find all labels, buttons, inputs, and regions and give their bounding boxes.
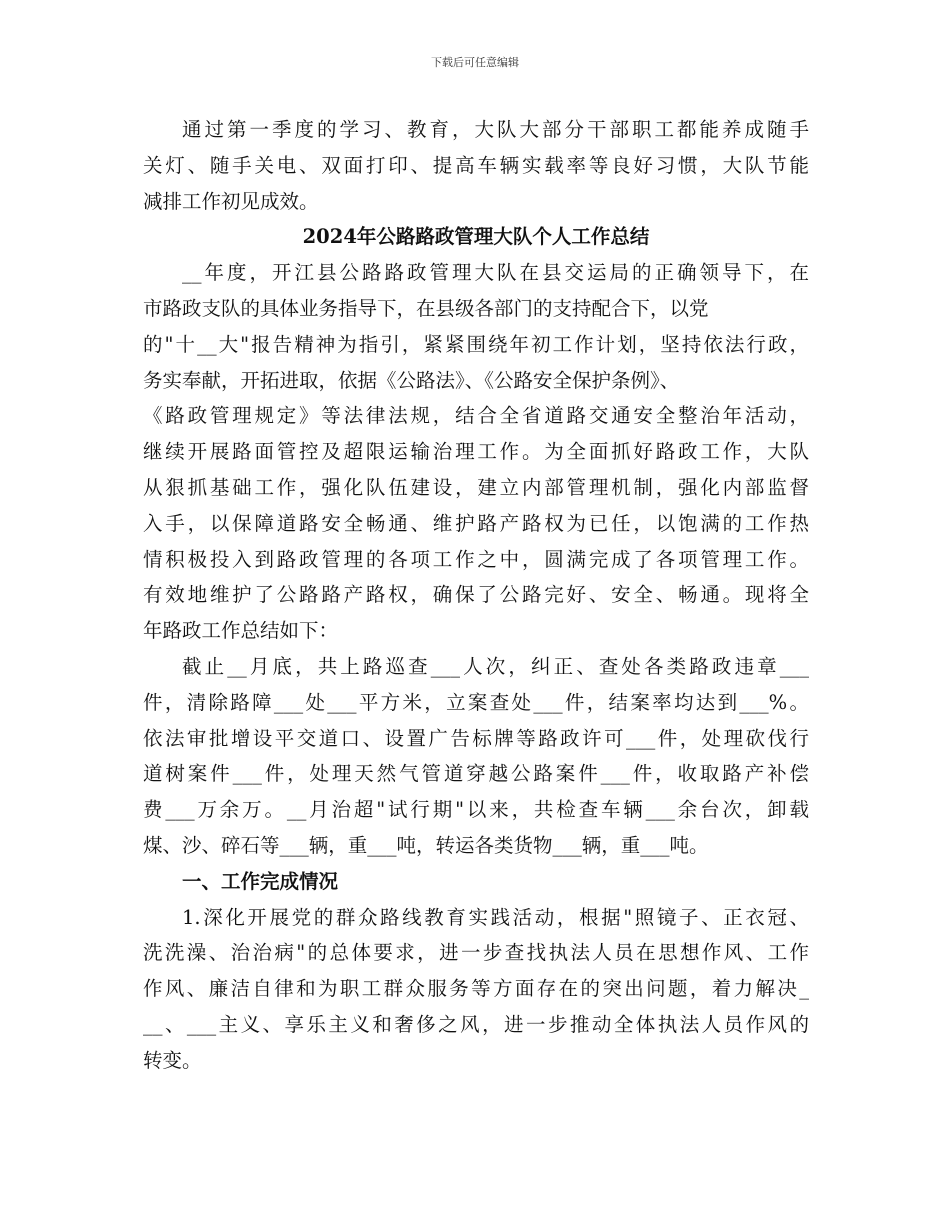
- paragraph-line: 洗洗澡、治治病"的总体要求，进一步查找执法人员在思想作风、工作: [143, 941, 809, 965]
- paragraph-line: 关灯、随手关电、双面打印、提高车辆实载率等良好习惯，大队节能: [143, 153, 809, 177]
- paragraph-line: 通过第一季度的学习、教育，大队大部分干部职工都能养成随手: [182, 118, 809, 141]
- paragraph-line: 作风、廉洁自律和为职工群众服务等方面存在的突出问题，着力解决_: [143, 977, 809, 1001]
- document-title: 2024年公路路政管理大队个人工作总结: [302, 225, 650, 249]
- paragraph-line: 市路政支队的具体业务指导下，在县级各部门的支持配合下，以党: [143, 296, 709, 320]
- paragraph-line: 减排工作初见成效。: [143, 189, 319, 213]
- paragraph-line: 年路政工作总结如下：: [143, 619, 339, 643]
- paragraph-line: 《路政管理规定》等法律法规，结合全省道路交通安全整治年活动，: [143, 404, 809, 428]
- paragraph-line: 依法审批增设平交道口、设置广告标牌等路政许可___件，处理砍伐行: [143, 726, 809, 750]
- paragraph-line: 道树案件___件，处理天然气管道穿越公路案件___件，收取路产补偿: [143, 762, 809, 786]
- paragraph-line: 情积极投入到路政管理的各项工作之中，圆满完成了各项管理工作。: [143, 547, 809, 571]
- paragraph-line: 入手，以保障道路安全畅通、维护路产路权为已任，以饱满的工作热: [143, 511, 809, 535]
- paragraph-line: 截止__月底，共上路巡查___人次，纠正、查处各类路政违章___: [182, 654, 809, 678]
- paragraph-line: __年度，开江县公路路政管理大队在县交运局的正确领导下，在: [182, 261, 809, 285]
- paragraph-line: 转变。: [143, 1048, 202, 1072]
- paragraph-line: 从狠抓基础工作，强化队伍建设，建立内部管理机制，强化内部监督: [143, 475, 809, 499]
- document-body: [143, 112, 809, 1079]
- paragraph-line: 煤、沙、碎石等___辆，重___吨，转运各类货物___辆，重___吨。: [143, 833, 709, 857]
- paragraph-line: 有效地维护了公路路产路权，确保了公路完好、安全、畅通。现将全: [143, 583, 809, 607]
- section-heading: 一、工作完成情况: [182, 869, 339, 893]
- paragraph-line: 1.深化开展党的群众路线教育实践活动，根据"照镜子、正衣冠、: [182, 905, 809, 929]
- paragraph-line: __、___主义、享乐主义和奢侈之风，进一步推动全体执法人员作风的: [143, 1012, 809, 1036]
- paragraph-line: 务实奉献，开拓进取，依据《公路法》、《公路安全保护条例》、: [143, 368, 680, 392]
- paragraph-line: 件，清除路障___处___平方米，立案查处___件，结案率均达到___%。: [143, 690, 809, 714]
- paragraph-line: 费___万余万。__月治超"试行期"以来，共检查车辆___余台次，卸载: [143, 798, 809, 822]
- page-header: 下载后可任意编辑: [431, 56, 519, 69]
- paragraph-line: 继续开展路面管控及超限运输治理工作。为全面抓好路政工作，大队: [143, 440, 809, 464]
- paragraph-line: 的"十__大"报告精神为指引，紧紧围绕年初工作计划，坚持依法行政，: [143, 332, 809, 356]
